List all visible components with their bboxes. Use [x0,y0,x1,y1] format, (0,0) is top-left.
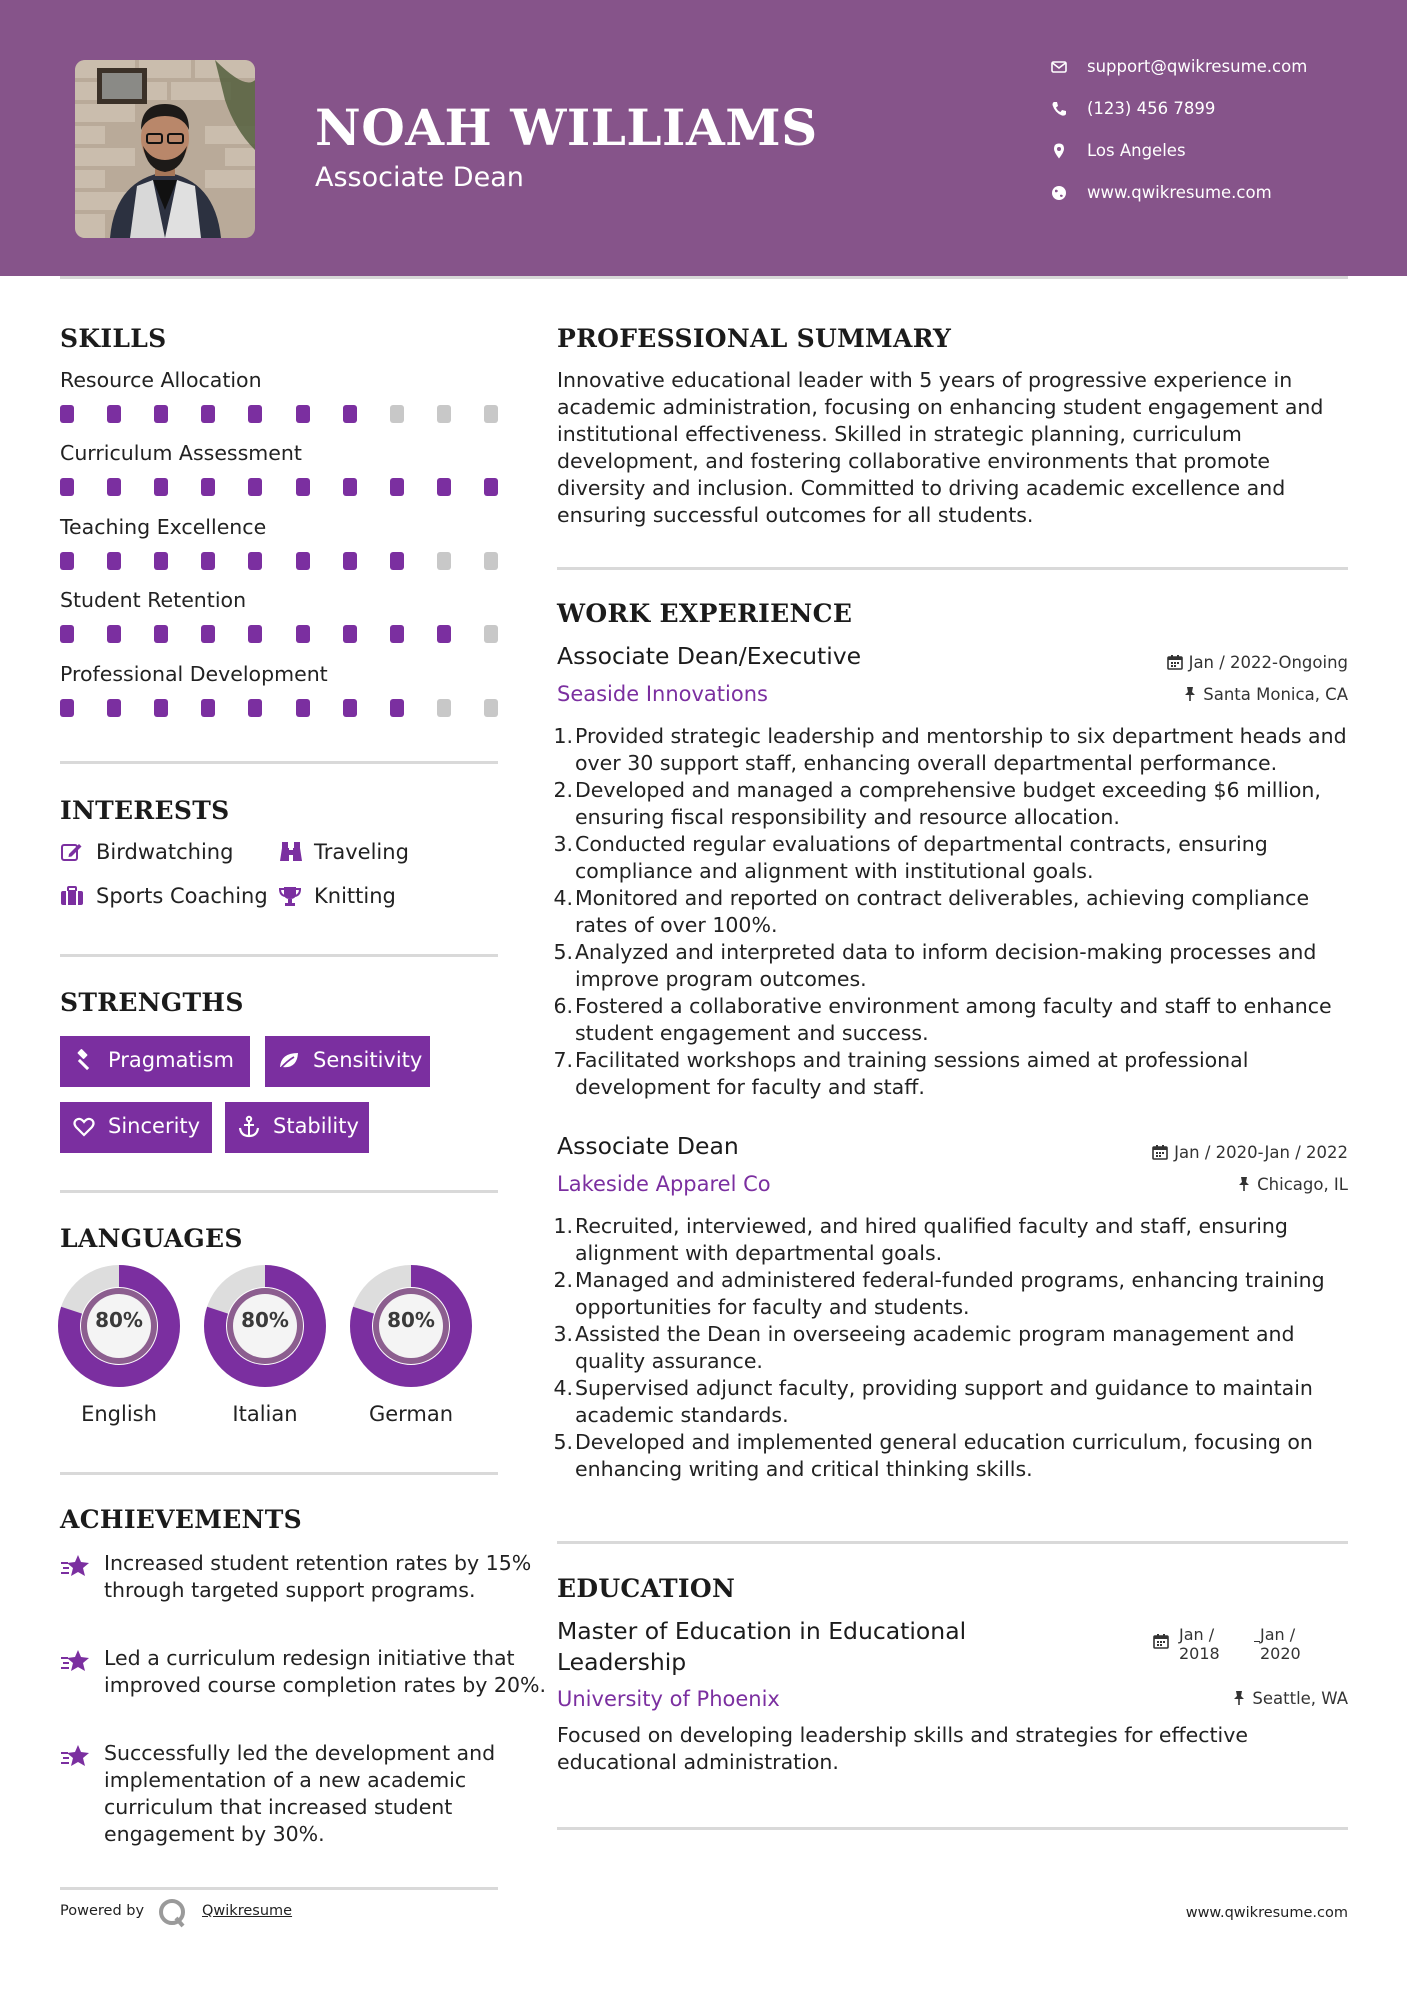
location-pin-icon [1050,142,1068,160]
language-gauge [204,1265,326,1387]
education-dates [1153,1625,1353,1665]
duty-number: 5. [553,1430,573,1454]
duty-text: Provided strategic leadership and mentorship to six department heads and over 30 support staff, enhancing overall departmental performance. [575,724,1347,775]
interest-label: Traveling [314,840,409,864]
skill-dot-filled [201,478,215,496]
skill-dot-filled [107,625,121,643]
duty-item [553,777,1357,831]
duty-item [553,885,1357,939]
company-name: Lakeside Apparel Co [557,1172,771,1196]
briefcase-icon [60,885,84,907]
skill-dot-empty [484,552,498,570]
heart-icon [72,1115,96,1139]
skill-dot-filled [60,552,74,570]
skill-dot-filled [107,699,121,717]
skill-dot-empty [390,405,404,423]
skill-dot-filled [296,699,310,717]
calendar-icon [1153,1633,1169,1649]
skill-dot-filled [343,478,357,496]
skill-dot-filled [296,625,310,643]
duty-item [553,993,1357,1047]
strength-label: Sincerity [108,1114,201,1138]
duty-item [553,1429,1357,1483]
star-icon [60,1743,92,1769]
achievement-text: Successfully led the development and implementation of a new academic curriculum that increased student engagement by 30%. [104,1741,496,1846]
skill-dot-filled [296,478,310,496]
skill-dot-filled [107,552,121,570]
skill-dot-filled [60,478,74,496]
resume-header [0,0,1407,276]
globe-icon [1050,184,1068,202]
strength-badge [60,1102,212,1153]
interests-heading: INTERESTS [60,796,230,825]
section-divider [60,1190,498,1193]
duty-item [553,1213,1357,1267]
education-heading: EDUCATION [557,1574,736,1603]
duty-item [553,1047,1357,1101]
skill-dot-filled [201,625,215,643]
section-divider [557,1827,1348,1830]
skill-dot-filled [201,405,215,423]
achievement-text: Led a curriculum redesign initiative that improved course completion rates by 20%. [104,1646,546,1697]
pushpin-icon [1237,1176,1251,1192]
edu-start-month: Jan / [1179,1625,1215,1644]
language-percent: 80% [95,1308,143,1332]
skill-name: Curriculum Assessment [60,441,302,465]
skill-dot-filled [248,405,262,423]
skill-rating [60,405,498,423]
duty-item [553,831,1357,885]
duty-text: Monitored and reported on contract deliverables, achieving compliance rates of over 100%. [575,886,1310,937]
skill-dot-filled [201,552,215,570]
skill-dot-empty [437,699,451,717]
duty-text: Developed and implemented general education curriculum, focusing on enhancing writing and critical thinking skills. [575,1430,1313,1481]
duty-item [553,939,1357,993]
skill-dot-empty [437,552,451,570]
skill-dot-filled [484,478,498,496]
experience-heading: WORK EXPERIENCE [557,599,853,628]
skill-dot-empty [484,405,498,423]
duty-text: Supervised adjunct faculty, providing support and guidance to maintain academic standards. [575,1376,1313,1427]
job-location [1183,685,1348,704]
skill-dot-empty [437,405,451,423]
duty-number: 4. [553,886,573,910]
language-name: German [368,1402,454,1426]
school-name: University of Phoenix [557,1687,780,1711]
contact-phone-text: (123) 456 7899 [1087,99,1216,118]
skill-rating [60,625,498,643]
strengths-heading: STRENGTHS [60,988,244,1017]
skill-rating [60,478,498,496]
duty-text: Recruited, interviewed, and hired qualified faculty and staff, ensuring alignment with departmental goals. [575,1214,1288,1265]
pushpin-icon [1183,686,1197,702]
skill-dot-filled [390,552,404,570]
anchor-icon [237,1115,261,1139]
interest-label: Knitting [314,884,396,908]
skill-dot-filled [248,699,262,717]
skill-dot-filled [60,405,74,423]
skill-name: Teaching Excellence [60,515,267,539]
duty-item [553,1321,1357,1375]
strength-label: Sensitivity [313,1048,423,1072]
duty-text: Assisted the Dean in overseeing academic program management and quality assurance. [575,1322,1295,1373]
trophy-icon [278,885,302,907]
skill-dot-filled [154,478,168,496]
contact-website-text: www.qwikresume.com [1087,183,1272,202]
skill-rating [60,699,498,717]
strength-badge [225,1102,369,1153]
powered-by-text: Powered by [60,1903,145,1919]
job-location-text: Chicago, IL [1257,1175,1348,1194]
strength-label: Pragmatism [108,1048,234,1072]
degree-title-line2: Leadership [557,1648,687,1676]
edu-end-month: Jan / [1260,1625,1296,1644]
duty-text: Facilitated workshops and training sessions aimed at professional development for faculty and staff. [575,1048,1249,1099]
skill-dot-filled [201,699,215,717]
section-divider [60,954,498,957]
job-duties [553,1213,1357,1483]
education-location-text: Seattle, WA [1252,1689,1348,1708]
leaf-icon [277,1049,301,1073]
job-duties [553,723,1357,1101]
section-divider [60,1472,498,1475]
profile-photo [75,60,255,238]
duty-number: 6. [553,994,573,1018]
candidate-name: NOAH WILLIAMS [315,98,818,157]
pushpin-icon [1232,1690,1246,1706]
job-title: Associate Dean [557,1132,739,1160]
envelope-icon [1050,58,1068,76]
language-gauge [350,1265,472,1387]
section-divider [557,567,1348,570]
skill-dot-filled [343,625,357,643]
skill-dot-filled [390,478,404,496]
skill-name: Professional Development [60,662,328,686]
contact-email-text: support@qwikresume.com [1087,57,1308,76]
duty-number: 3. [553,832,573,856]
skill-dot-filled [248,478,262,496]
section-divider [60,1887,498,1890]
star-icon [60,1648,92,1674]
skill-dot-empty [484,625,498,643]
job-location-text: Santa Monica, CA [1203,685,1348,704]
languages-heading: LANGUAGES [60,1224,243,1253]
duty-item [553,1267,1357,1321]
skill-dot-filled [60,699,74,717]
candidate-role: Associate Dean [315,162,524,193]
job-dates [1167,653,1348,672]
duty-number: 5. [553,940,573,964]
achievement-text: Increased student retention rates by 15% through targeted support programs. [104,1551,532,1602]
duty-text: Fostered a collaborative environment among faculty and staff to enhance student engagement and success. [575,994,1332,1045]
binoculars-icon [278,841,304,863]
job-location [1237,1175,1348,1194]
job-dates [1152,1143,1348,1162]
skill-name: Resource Allocation [60,368,262,392]
summary-text: Innovative educational leader with 5 years of progressive experience in academic administration, focusing on enhancing student engagement and institutional effectiveness. Skilled in strategic planning, curriculum development, and fostering collaborative environments that promote diversity and inclusion. Committed to driving academic excellence and ensuring successful outcomes for all students. [557,368,1324,527]
skill-rating [60,552,498,570]
duty-number: 3. [553,1322,573,1346]
skills-heading: SKILLS [60,324,167,353]
achievements-heading: ACHIEVEMENTS [60,1505,302,1534]
skill-dot-filled [154,405,168,423]
strength-badge [265,1036,430,1087]
language-name: Italian [232,1402,298,1426]
duty-text: Conducted regular evaluations of departmental contracts, ensuring compliance and alignment with institutional goals. [575,832,1268,883]
qwikresume-link[interactable]: Qwikresume [202,1903,293,1919]
education-description: Focused on developing leadership skills and strategies for effective educational administration. [557,1723,1248,1774]
section-divider [60,761,498,764]
skill-dot-filled [107,478,121,496]
skill-dot-filled [154,625,168,643]
duty-number: 1. [553,1214,573,1238]
skill-dot-filled [343,405,357,423]
skill-dot-filled [437,625,451,643]
job-title: Associate Dean/Executive [557,642,862,670]
strength-badge [60,1036,250,1087]
pencil-square-icon [60,841,84,863]
duty-number: 7. [553,1048,573,1072]
summary-heading: PROFESSIONAL SUMMARY [557,324,952,353]
strength-label: Stability [273,1114,359,1138]
job-dates-text: Jan / 2022-Ongoing [1188,653,1348,672]
skill-dot-empty [484,699,498,717]
education-location [1232,1689,1348,1708]
contact-location-text: Los Angeles [1087,141,1186,160]
skill-dot-filled [296,405,310,423]
section-divider [557,1541,1348,1544]
skill-dot-filled [437,478,451,496]
duty-item [553,723,1357,777]
skill-dot-filled [343,552,357,570]
language-percent: 80% [241,1308,289,1332]
skill-dot-filled [296,552,310,570]
interest-label: Sports Coaching [96,884,268,908]
language-name: English [81,1402,157,1426]
gavel-icon [72,1049,96,1073]
skill-dot-filled [390,625,404,643]
skill-dot-filled [390,699,404,717]
qwikresume-logo-icon [157,1897,189,1929]
skill-dot-filled [60,625,74,643]
skill-dot-filled [107,405,121,423]
skill-dot-filled [248,552,262,570]
edu-start-year: 2018 [1179,1644,1220,1663]
interest-label: Birdwatching [96,840,234,864]
duty-text: Developed and managed a comprehensive budget exceeding $6 million, ensuring fiscal responsibility and resource allocation. [575,778,1321,829]
duty-number: 2. [553,1268,573,1292]
skill-dot-filled [154,552,168,570]
duty-text: Analyzed and interpreted data to inform decision-making processes and improve program outcomes. [575,940,1317,991]
skill-dot-filled [248,625,262,643]
phone-icon [1050,100,1068,118]
star-icon [60,1553,92,1579]
job-dates-text: Jan / 2020-Jan / 2022 [1174,1143,1348,1162]
calendar-icon [1152,1144,1168,1160]
skill-dot-filled [343,699,357,717]
calendar-icon [1167,654,1183,670]
company-name: Seaside Innovations [557,682,768,706]
duty-number: 1. [553,724,573,748]
header-divider [60,276,1348,279]
degree-title-line1: Master of Education in Educational [557,1617,967,1645]
language-percent: 80% [387,1308,435,1332]
language-gauge [58,1265,180,1387]
edu-end-year: 2020 [1260,1644,1301,1663]
skill-dot-filled [154,699,168,717]
duty-number: 4. [553,1376,573,1400]
date-dash [1254,1641,1260,1642]
duty-item [553,1375,1357,1429]
duty-number: 2. [553,778,573,802]
skill-name: Student Retention [60,588,247,612]
duty-text: Managed and administered federal-funded programs, enhancing training opportunities for faculty and students. [575,1268,1325,1319]
footer-website[interactable]: www.qwikresume.com [1185,1905,1348,1921]
